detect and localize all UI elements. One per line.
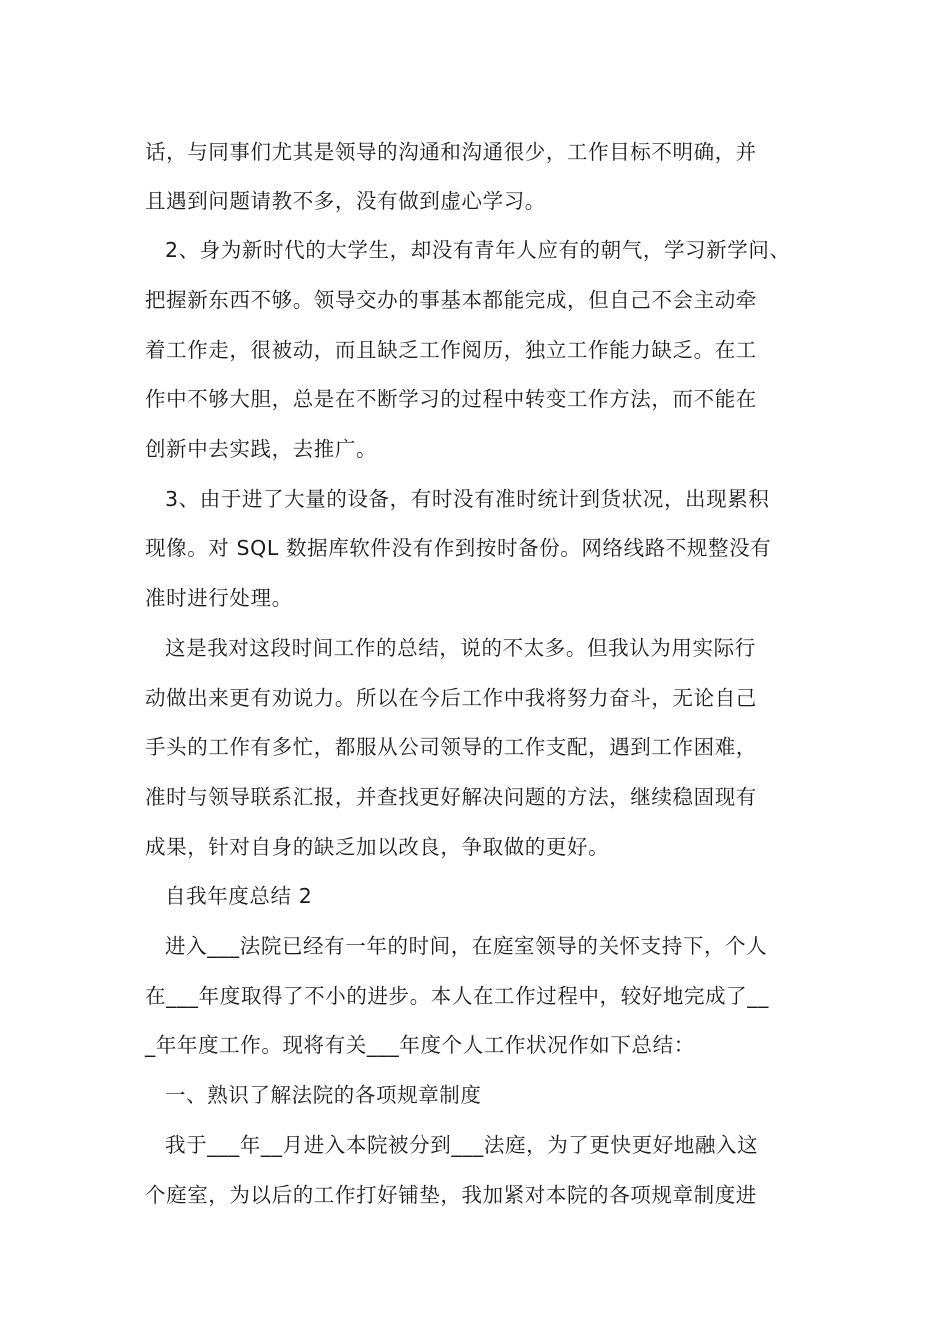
text-line: 把握新东西不够。领导交办的事基本都能完成，但自己不会主动牵 [145, 288, 757, 312]
text-line: 我于___年__月进入本院被分到___法庭，为了更快更好地融入这 [165, 1133, 759, 1157]
subsection-heading: 一、熟识了解法院的各项规章制度 [165, 1083, 482, 1107]
text-line: 个庭室，为以后的工作打好铺垫，我加紧对本院的各项规章制度进 [145, 1183, 757, 1207]
text-line: 创新中去实践，去推广。 [145, 437, 378, 461]
text-line: 话，与同事们尤其是领导的沟通和沟通很少，工作目标不明确，并 [145, 140, 757, 164]
text-line: 这是我对这段时间工作的总结，说的不太多。但我认为用实际行 [165, 636, 756, 660]
text-line: 现像。对 SQL 数据库软件没有作到按时备份。网络线路不规整没有 [145, 536, 772, 560]
text-line: 在___年度取得了不小的进步。本人在工作过程中，较好地完成了__ [145, 984, 769, 1008]
text-line: 3、由于进了大量的设备，有时没有准时统计到货状况，出现累积 [165, 487, 770, 511]
text-line: 手头的工作有多忙，都服从公司领导的工作支配，遇到工作困难， [145, 735, 757, 759]
text-line: 作中不够大胆，总是在不断学习的过程中转变工作方法，而不能在 [145, 387, 757, 411]
text-line: 2、身为新时代的大学生，却没有青年人应有的朝气，学习新学问、 [165, 238, 791, 262]
section-title: 自我年度总结 2 [165, 884, 313, 908]
text-line: 动做出来更有劝说力。所以在今后工作中我将努力奋斗，无论自己 [145, 686, 757, 710]
text-line: _年年度工作。现将有关___年度个人工作状况作如下总结： [145, 1033, 695, 1057]
text-line: 着工作走，很被动，而且缺乏工作阅历，独立工作能力缺乏。在工 [145, 338, 757, 362]
text-line: 且遇到问题请教不多，没有做到虚心学习。 [145, 189, 546, 213]
text-line: 进入___法院已经有一年的时间，在庭室领导的关怀支持下，个人 [165, 934, 768, 958]
text-line: 准时进行处理。 [145, 586, 293, 610]
text-line: 准时与领导联系汇报，并查找更好解决问题的方法，继续稳固现有 [145, 785, 757, 809]
text-line: 成果，针对自身的缺乏加以改良，争取做的更好。 [145, 835, 610, 859]
